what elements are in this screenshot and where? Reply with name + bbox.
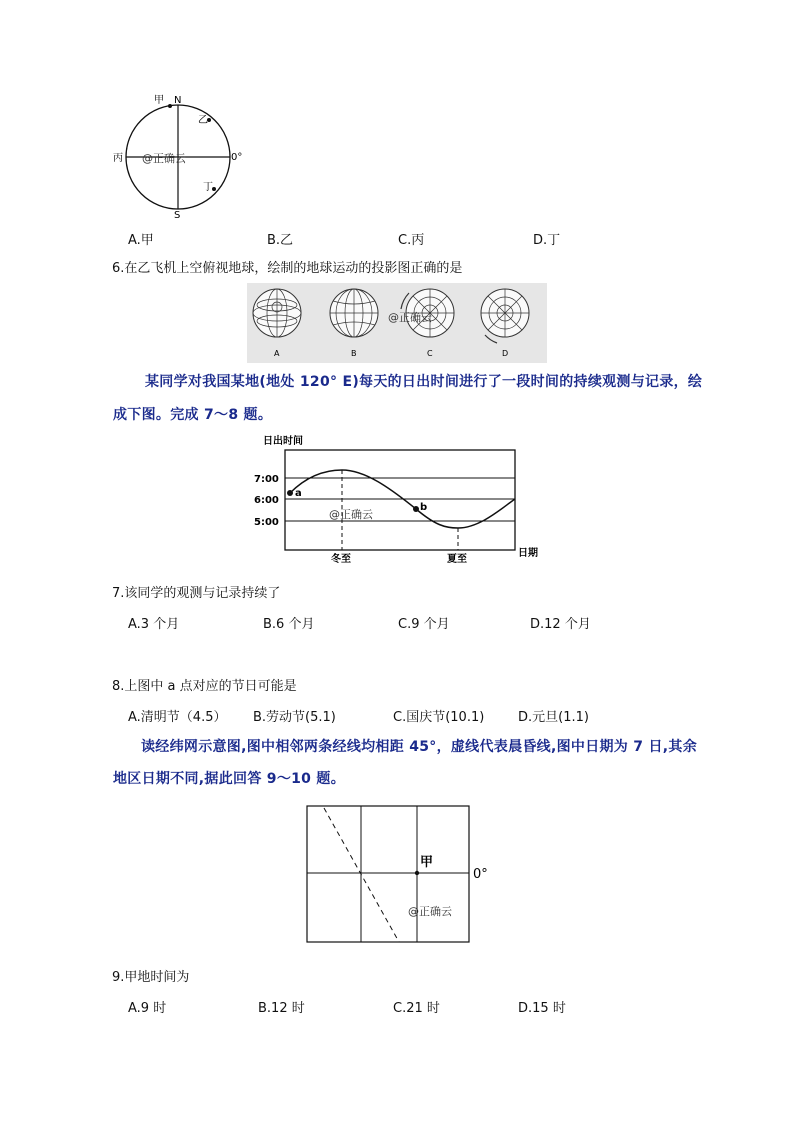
x-tick-winter: 冬至	[331, 554, 351, 565]
globe-label-b: B	[351, 349, 357, 358]
point-a-label: a	[295, 488, 302, 499]
q7-option-b[interactable]: B.6 个月	[263, 617, 315, 632]
point-b-label: b	[420, 502, 428, 513]
sunrise-time-chart	[250, 433, 550, 566]
y-tick-6: 6:00	[254, 495, 279, 506]
globe-a[interactable]	[253, 289, 301, 337]
q7-option-c[interactable]: C.9 个月	[398, 617, 450, 632]
q5-option-a[interactable]: A.甲	[128, 233, 154, 248]
watermark: @正确云	[408, 905, 452, 918]
globe-b[interactable]	[330, 289, 378, 337]
label-ding: 丁	[203, 182, 213, 193]
intro-paragraph-1-line-2: 成下图。完成 7～8 题。	[113, 407, 273, 423]
q6-question: 6.在乙飞机上空俯视地球，绘制的地球运动的投影图正确的是	[112, 261, 463, 276]
label-zero-degree: 0°	[231, 152, 243, 163]
q8-question: 8.上图中 a 点对应的节日可能是	[112, 679, 297, 694]
label-yi: 乙	[198, 115, 208, 126]
chart-frame	[285, 450, 515, 550]
q9-question: 9.甲地时间为	[112, 970, 190, 985]
q8-option-c[interactable]: C.国庆节(10.1)	[393, 710, 485, 725]
q9-option-c[interactable]: C.21 时	[393, 1001, 440, 1016]
q9-option-b[interactable]: B.12 时	[258, 1001, 305, 1016]
globe-label-d: D	[502, 349, 509, 358]
q7-option-a[interactable]: A.3 个月	[128, 617, 180, 632]
y-tick-7: 7:00	[254, 474, 279, 485]
orbit-circle-diagram	[108, 90, 248, 222]
q8-option-d[interactable]: D.元旦(1.1)	[518, 710, 589, 725]
q9-option-d[interactable]: D.15 时	[518, 1001, 566, 1016]
globe-label-c: C	[427, 349, 433, 358]
label-s: S	[174, 210, 181, 221]
watermark: @正确云	[388, 311, 432, 324]
x-tick-summer: 夏至	[447, 554, 467, 565]
chart-xlabel: 日期	[518, 548, 538, 559]
q8-option-a[interactable]: A.清明节（4.5）	[128, 710, 227, 725]
chart-ylabel: 日出时间	[263, 436, 303, 447]
q8-option-b[interactable]: B.劳动节(5.1)	[253, 710, 336, 725]
intro-paragraph-2-line-1: 读经纬网示意图,图中相邻两条经线均相距 45°，虚线代表晨昏线,图中日期为 7 日,其余	[141, 739, 697, 755]
q9-option-a[interactable]: A.9 时	[128, 1001, 167, 1016]
label-jia: 甲	[420, 855, 434, 870]
point-jia	[168, 104, 172, 108]
q5-option-c[interactable]: C.丙	[398, 233, 425, 248]
graticule-diagram	[306, 805, 496, 945]
q5-option-b[interactable]: B.乙	[267, 233, 294, 248]
intro-paragraph-2-line-2: 地区日期不同,据此回答 9～10 题。	[113, 771, 345, 787]
q7-option-d[interactable]: D.12 个月	[530, 617, 591, 632]
watermark: @正确云	[329, 508, 373, 521]
y-tick-5: 5:00	[254, 517, 279, 528]
globe-projection-options	[247, 283, 547, 363]
label-zero-degree: 0°	[473, 867, 488, 882]
point-jia-marker	[415, 871, 419, 875]
point-b-marker	[413, 506, 419, 512]
globe-label-a: A	[274, 349, 280, 358]
q7-question: 7.该同学的观测与记录持续了	[112, 586, 281, 601]
label-bing: 丙	[113, 153, 123, 164]
watermark: @正确云	[142, 152, 186, 165]
intro-paragraph-1-line-1: 某同学对我国某地(地处 120° E)每天的日出时间进行了一段时间的持续观测与记录，绘	[145, 374, 703, 390]
label-jia: 甲	[154, 95, 164, 106]
q5-option-d[interactable]: D.丁	[533, 233, 561, 248]
point-a-marker	[287, 490, 293, 496]
label-n: N	[174, 95, 182, 106]
